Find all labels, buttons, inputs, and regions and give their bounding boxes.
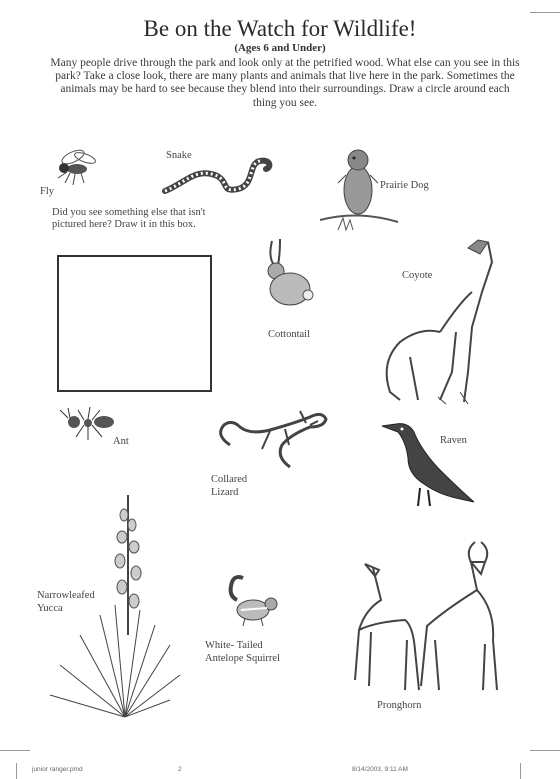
drawing-box[interactable] [57, 255, 212, 392]
ant-label: Ant [113, 436, 129, 447]
crop-mark [16, 763, 17, 779]
yucca-label-line1: Narrowleafed [37, 590, 95, 601]
snake-label: Snake [166, 150, 192, 161]
collared-lizard-illustration[interactable] [210, 405, 335, 480]
lizard-label-line2: Lizard [211, 487, 239, 498]
snake-illustration[interactable] [160, 153, 275, 198]
raven-label: Raven [440, 435, 467, 446]
raven-illustration[interactable] [378, 418, 478, 508]
footer-page-number: 2 [178, 766, 182, 773]
crop-mark [530, 12, 560, 13]
prairie-dog-label: Prairie Dog [380, 180, 429, 191]
footer-filename: junior ranger.pmd [32, 766, 83, 773]
pronghorn-label: Pronghorn [377, 700, 422, 711]
page-title: Be on the Watch for Wildlife! [143, 16, 417, 41]
cottontail-illustration[interactable] [258, 237, 320, 312]
coyote-label: Coyote [402, 270, 433, 281]
lizard-label-line1: Collared [211, 474, 248, 485]
crop-mark [520, 763, 521, 779]
pronghorn-illustration[interactable] [335, 540, 520, 700]
cottontail-label: Cottontail [268, 329, 310, 340]
fly-label: Fly [40, 186, 55, 197]
page-subtitle: (Ages 6 and Under) [234, 42, 326, 54]
squirrel-label-line2: Antelope Squirrel [205, 653, 280, 664]
yucca-label-line2: Yucca [37, 603, 63, 614]
coyote-illustration[interactable] [360, 232, 510, 407]
draw-prompt: Did you see something else that isn't pictured here? Draw it in this box. [52, 207, 206, 231]
crop-mark [0, 750, 30, 751]
footer-timestamp: 8/14/2003, 9:11 AM [352, 766, 408, 773]
crop-mark [530, 750, 560, 751]
squirrel-label-line1: White- Tailed [205, 640, 263, 651]
squirrel-illustration[interactable] [215, 570, 285, 630]
intro-paragraph: Many people drive through the park and look only at the petrified wood. What else can you see in this park? Take a close look, there are many plants and animals that live here in the park. Sometimes the animals may be hard to see because they blend into their surroundings. Draw a circle around each thing you see. [50, 57, 520, 109]
fly-illustration[interactable] [45, 145, 105, 190]
